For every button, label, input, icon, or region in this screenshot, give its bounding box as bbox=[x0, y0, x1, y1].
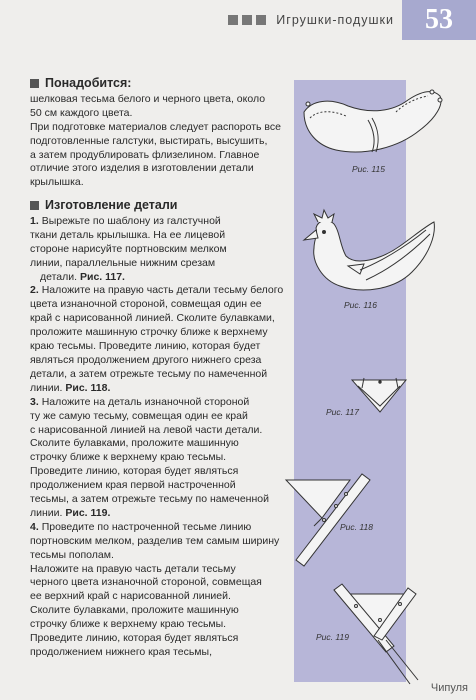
figure-ref: Рис. 117. bbox=[79, 270, 125, 283]
step-number: 3. bbox=[30, 395, 39, 408]
step-1: 1. Вырежьте по шаблону из галстучной ткани деталь крылышка. На ее лицевой стороне нарисуйте портновским мелком линии, параллельные нижним срезам детали. Рис. 117. bbox=[30, 214, 227, 283]
needs-line: шелковая тесьма белого и черного цвета, около bbox=[30, 92, 266, 105]
figure-116-drawing bbox=[304, 210, 434, 290]
figure-117-caption: Рис. 117 bbox=[326, 407, 359, 417]
needs-line: крылышка. bbox=[30, 176, 84, 189]
watermark: Чипуля bbox=[430, 682, 468, 694]
step-number: 2. bbox=[30, 284, 39, 297]
figure-ref: Рис. 118. bbox=[65, 381, 111, 394]
step-number: 1. bbox=[30, 214, 39, 227]
needs-line: отличие этого изделия в изготовлении детали bbox=[30, 162, 254, 175]
figure-115-caption: Рис. 115 bbox=[352, 164, 385, 174]
needs-line: 50 см каждого цвета. bbox=[30, 106, 133, 119]
needs-line: При подготовке материалов следует распороть все bbox=[30, 120, 281, 133]
figure-118-caption: Рис. 118 bbox=[340, 522, 373, 532]
step-number: 4. bbox=[30, 520, 39, 533]
making-heading: Изготовление детали bbox=[30, 199, 285, 213]
figure-116-caption: Рис. 116 bbox=[344, 300, 377, 310]
figure-119-caption: Рис. 119 bbox=[316, 632, 349, 642]
page-number: 53 bbox=[402, 0, 476, 40]
figure-118-drawing bbox=[286, 474, 370, 566]
figure-ref: Рис. 119. bbox=[65, 506, 111, 519]
figure-115-drawing bbox=[304, 90, 442, 152]
step-3: 3. Наложите на деталь изнаночной стороной ту же самую тесьму, совмещая один ее край с нарисованной линией на левой части детали. Сколите булавками, проложите машинную строчку ближе к верхнему краю тесьмы. Проведите линию, которая будет являться продолжением края первой настроченной тесьмы, а затем отрежьте тесьму по намеченной линии. Рис. 119. bbox=[30, 395, 269, 519]
step-2: 2. Наложите на правую часть детали тесьму белого цвета изнаночной стороной, совмещая один ее край с нарисованной линией. Сколите булавками, проложите машинную строчку ближе к верхнему краю тесьмы. Проведите линию, которая будет являться продолжением другого нижнего среза детали, а затем отрежьте тесьму по намеченной линии. Рис. 118. bbox=[30, 284, 284, 394]
needs-line: а затем продублировать флизелином. Главное bbox=[30, 148, 260, 161]
section-title: Игрушки-подушки bbox=[276, 13, 394, 27]
needs-heading: Понадобится: bbox=[30, 77, 285, 91]
needs-line: подготовленные галстуки, выстирать, высушить, bbox=[30, 134, 268, 147]
figure-117-drawing bbox=[352, 378, 406, 412]
step-4: 4. Проведите по настроченной тесьме линию портновским мелком, разделив тем самым ширину тесьмы пополам. Наложите на правую часть детали тесьму черного цвета изнаночной стороной, совмещая ее верхний край с нарисованной линией. Сколите булавками, проложите машинную строчку ближе к верхнему краю тесьмы. Проведите линию, которая будет являться продолжением нижнего края тесьмы, bbox=[30, 520, 280, 658]
